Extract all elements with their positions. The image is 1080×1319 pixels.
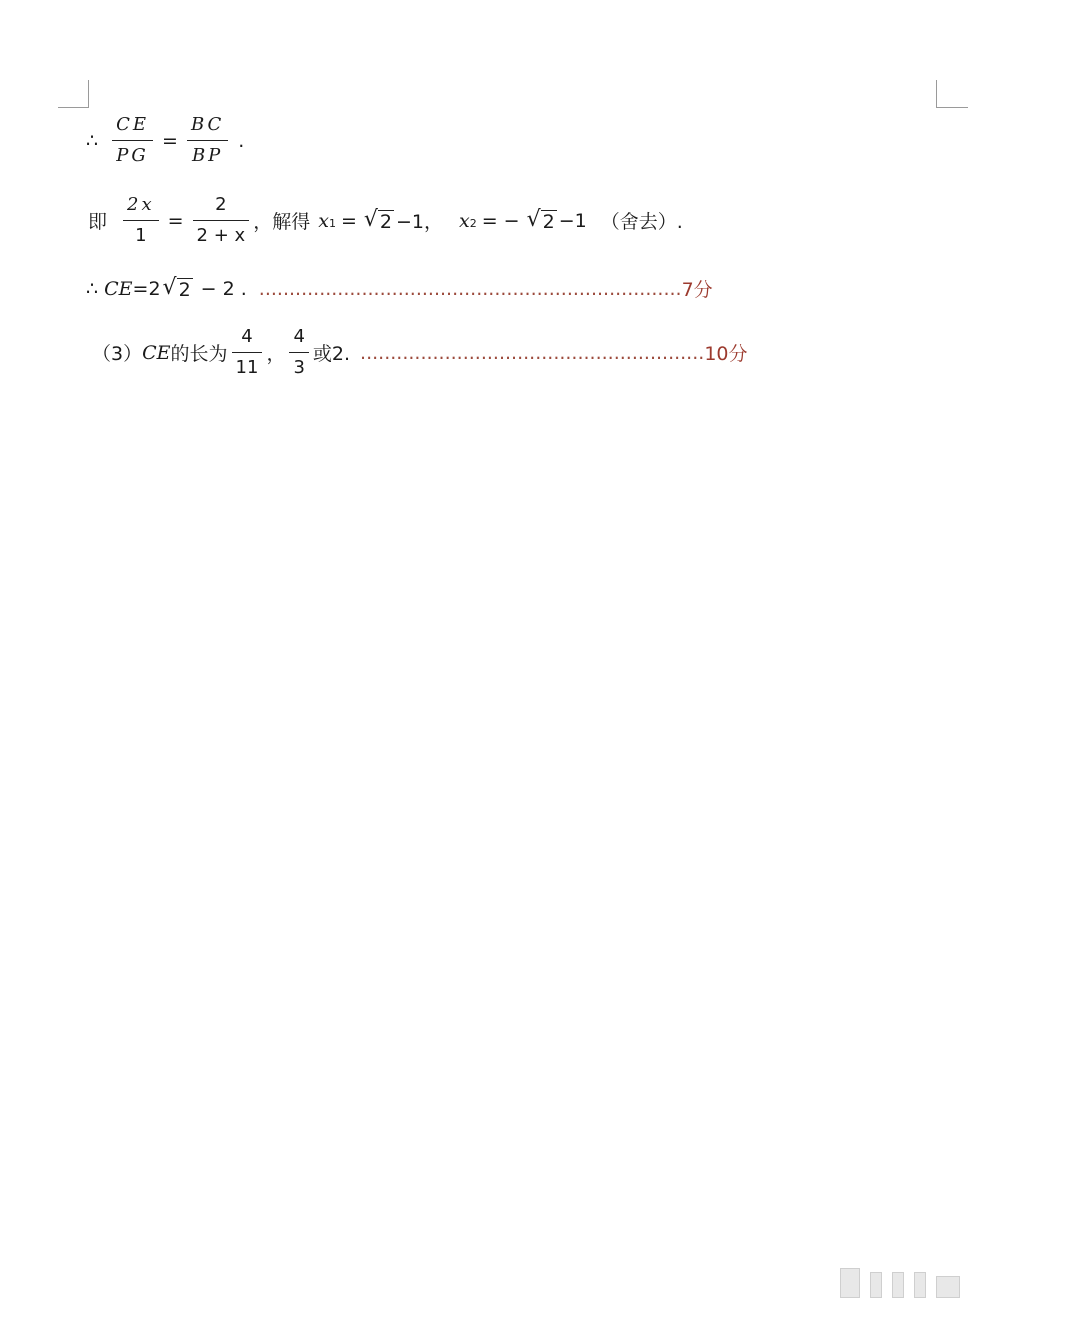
therefore-symbol: ∴: [86, 129, 99, 152]
thumbnail-icon: [840, 1268, 860, 1298]
fraction-2-over-2-plus-x: $\frac{2}{2 + x}$: [193, 190, 250, 251]
fraction-4-11: $\frac{4}{11}$: [232, 322, 263, 383]
proof-line-3: ∴ CE = 2 √ 2 − 2 . ...................................................................... 7分: [86, 275, 713, 301]
page-corner-top-right: [936, 80, 968, 108]
sqrt-2-neg: √ 2: [526, 207, 555, 234]
fraction-2x-1: $\frac{2x}{1}$: [123, 190, 159, 251]
thumbnail-icon: [936, 1276, 960, 1298]
proof-line-4: （3） CE 的长为 $\frac{4}{11}$ ， $\frac{4}{3}$ 或2. ......................................................... 10分: [92, 322, 748, 383]
fraction-4-3: $\frac{4}{3}$: [289, 322, 308, 383]
sqrt-2-ce: √ 2: [162, 275, 191, 301]
proof-line-2: 即 $\frac{2x}{1}$ = $\frac{2}{2 + x}$ ， 解得 x $_1$ = √ 2 −1， x $_2$ = − √ 2 −1 （舍去）.: [88, 190, 683, 251]
score-10: 10分: [704, 343, 748, 366]
thumbnail-icon: [914, 1272, 926, 1298]
thumbnail-icon: [870, 1272, 882, 1298]
proof-line-1: ∴ $\frac{CE}{PG}$ = $\frac{BC}{BP}$ .: [86, 110, 244, 171]
score-leader-dots-2: .........................................................: [360, 341, 705, 364]
score-7: 7分: [681, 279, 713, 301]
page-thumbnail-strip: [840, 1268, 960, 1298]
thumbnail-icon: [892, 1272, 904, 1298]
fraction-bc-bp: $\frac{BC}{BP}$: [187, 110, 228, 171]
sqrt-2: √ 2: [363, 207, 392, 234]
score-leader-dots: ......................................................................: [258, 277, 682, 300]
page-corner-top-left: [58, 80, 89, 108]
fraction-ce-pg: $\frac{CE}{PG}$: [112, 110, 153, 171]
